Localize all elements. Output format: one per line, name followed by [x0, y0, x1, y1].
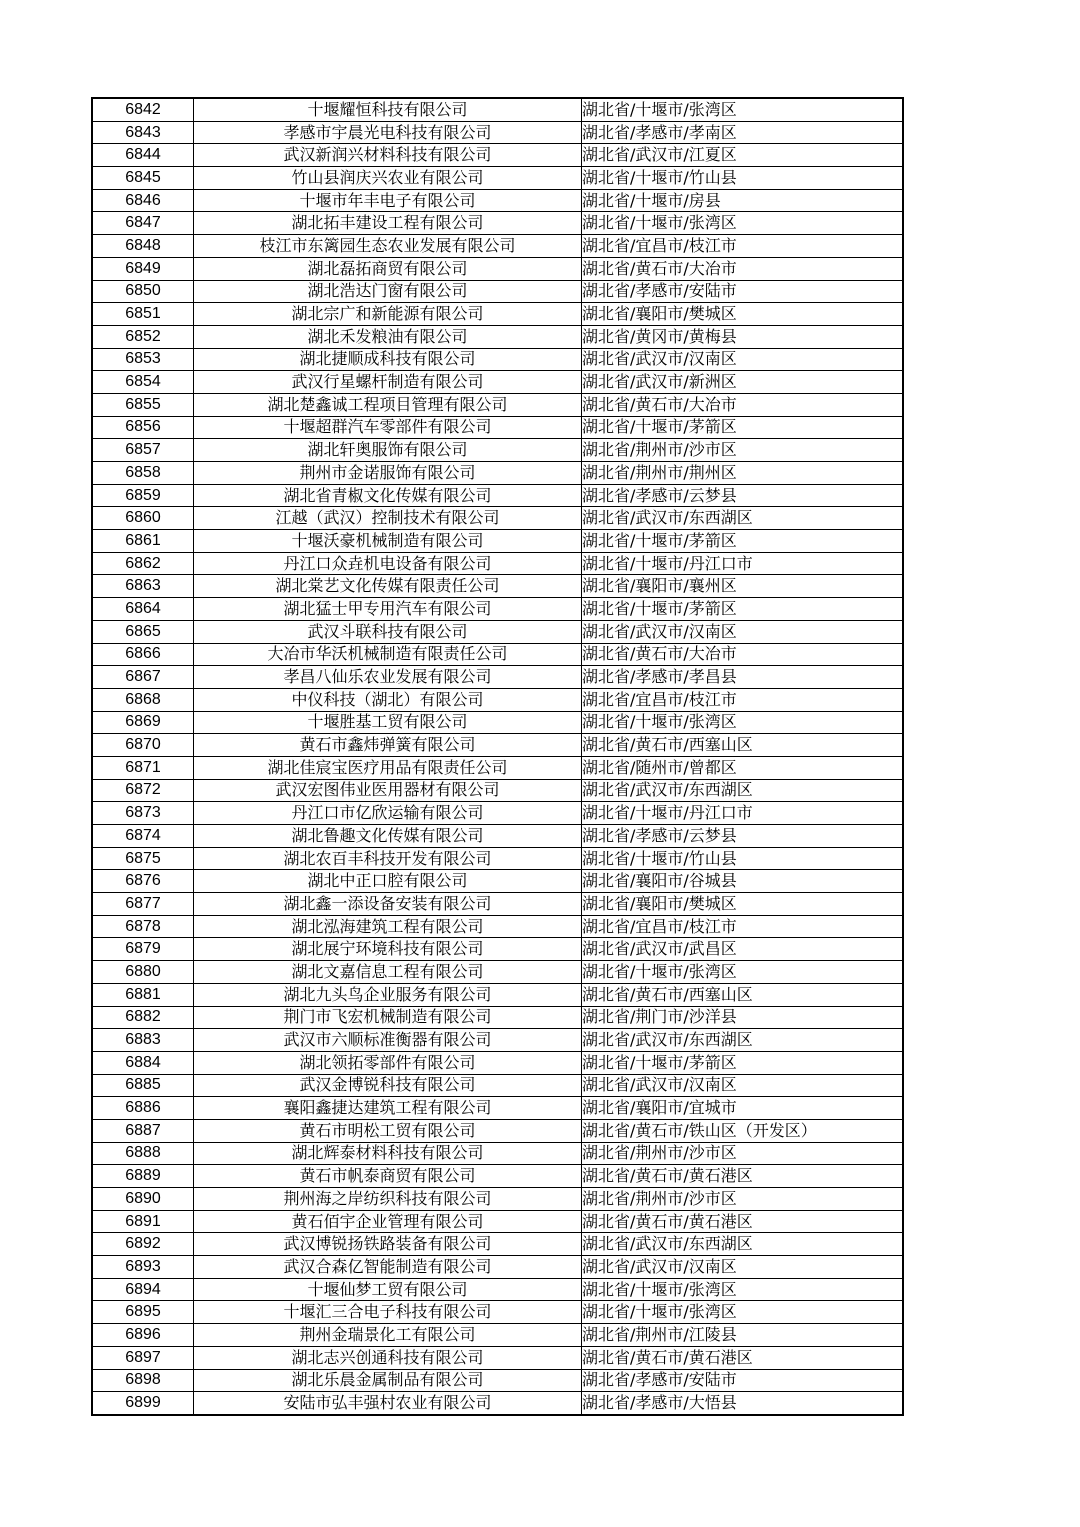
location-cell: 湖北省/孝感市/安陆市	[582, 280, 904, 303]
location-cell: 湖北省/武汉市/东西湖区	[582, 1233, 904, 1256]
location-cell: 湖北省/孝感市/云梦县	[582, 484, 904, 507]
location-cell: 湖北省/武汉市/东西湖区	[582, 779, 904, 802]
row-number-cell: 6888	[92, 1142, 194, 1165]
row-number-cell: 6884	[92, 1051, 194, 1074]
row-number-cell: 6866	[92, 643, 194, 666]
table-row	[92, 462, 903, 485]
company-name-cell: 荆州金瑞景化工有限公司	[194, 1324, 582, 1347]
company-name-cell: 武汉金博锐科技有限公司	[194, 1074, 582, 1097]
row-number-cell: 6856	[92, 416, 194, 439]
company-name-cell: 荆州海之岸纺织科技有限公司	[194, 1188, 582, 1211]
location-cell: 湖北省/十堰市/张湾区	[582, 98, 904, 121]
row-number-cell: 6855	[92, 393, 194, 416]
table-row	[92, 1278, 903, 1301]
table-row	[92, 212, 903, 235]
location-cell: 湖北省/黄石市/西塞山区	[582, 734, 904, 757]
location-cell: 湖北省/襄阳市/樊城区	[582, 893, 904, 916]
company-name-cell: 中仪科技（湖北）有限公司	[194, 688, 582, 711]
company-name-cell: 武汉行星螺杆制造有限公司	[194, 371, 582, 394]
location-cell: 湖北省/武汉市/汉南区	[582, 1256, 904, 1279]
location-cell: 湖北省/宜昌市/枝江市	[582, 915, 904, 938]
table-row	[92, 1029, 903, 1052]
row-number-cell: 6880	[92, 961, 194, 984]
table-row	[92, 393, 903, 416]
company-name-cell: 武汉新润兴材料科技有限公司	[194, 144, 582, 167]
location-cell: 湖北省/黄石市/大冶市	[582, 257, 904, 280]
table-row	[92, 688, 903, 711]
table-row	[92, 507, 903, 530]
company-name-cell: 湖北猛士甲专用汽车有限公司	[194, 598, 582, 621]
location-cell: 湖北省/十堰市/茅箭区	[582, 416, 904, 439]
table-row	[92, 303, 903, 326]
location-cell: 湖北省/孝感市/安陆市	[582, 1369, 904, 1392]
row-number-cell: 6846	[92, 189, 194, 212]
table-row	[92, 1392, 903, 1415]
table-row	[92, 1051, 903, 1074]
table-row	[92, 779, 903, 802]
row-number-cell: 6872	[92, 779, 194, 802]
location-cell: 湖北省/黄石市/大冶市	[582, 393, 904, 416]
company-name-cell: 枝江市东篱园生态农业发展有限公司	[194, 235, 582, 258]
location-cell: 湖北省/荆州市/沙市区	[582, 1188, 904, 1211]
company-name-cell: 黄石市鑫炜弹簧有限公司	[194, 734, 582, 757]
company-name-cell: 十堰沃豪机械制造有限公司	[194, 530, 582, 553]
location-cell: 湖北省/孝感市/孝昌县	[582, 666, 904, 689]
company-name-cell: 十堰超群汽车零部件有限公司	[194, 416, 582, 439]
company-name-cell: 湖北九头鸟企业服务有限公司	[194, 983, 582, 1006]
location-cell: 湖北省/荆州市/江陵县	[582, 1324, 904, 1347]
location-cell: 湖北省/十堰市/张湾区	[582, 1278, 904, 1301]
row-number-cell: 6893	[92, 1256, 194, 1279]
table-row	[92, 983, 903, 1006]
location-cell: 湖北省/十堰市/竹山县	[582, 847, 904, 870]
row-number-cell: 6842	[92, 98, 194, 121]
company-name-cell: 湖北轩奥服饰有限公司	[194, 439, 582, 462]
row-number-cell: 6891	[92, 1210, 194, 1233]
company-name-cell: 湖北楚鑫诚工程项目管理有限公司	[194, 393, 582, 416]
location-cell: 湖北省/荆州市/荆州区	[582, 462, 904, 485]
location-cell: 湖北省/黄石市/大冶市	[582, 643, 904, 666]
row-number-cell: 6851	[92, 303, 194, 326]
table-row	[92, 1074, 903, 1097]
row-number-cell: 6843	[92, 121, 194, 144]
company-name-cell: 湖北磊拓商贸有限公司	[194, 257, 582, 280]
company-name-cell: 荆门市飞宏机械制造有限公司	[194, 1006, 582, 1029]
company-name-cell: 武汉市六顺标准衡器有限公司	[194, 1029, 582, 1052]
row-number-cell: 6853	[92, 348, 194, 371]
company-name-cell: 丹江口众垚机电设备有限公司	[194, 552, 582, 575]
row-number-cell: 6889	[92, 1165, 194, 1188]
company-name-cell: 黄石佰宇企业管理有限公司	[194, 1210, 582, 1233]
company-name-cell: 湖北领拓零部件有限公司	[194, 1051, 582, 1074]
row-number-cell: 6844	[92, 144, 194, 167]
company-name-cell: 武汉博锐扬铁路装备有限公司	[194, 1233, 582, 1256]
row-number-cell: 6890	[92, 1188, 194, 1211]
table-row	[92, 530, 903, 553]
row-number-cell: 6868	[92, 688, 194, 711]
company-name-cell: 湖北鲁趣文化传媒有限公司	[194, 825, 582, 848]
table-row	[92, 1301, 903, 1324]
company-name-cell: 湖北乐晨金属制品有限公司	[194, 1369, 582, 1392]
company-table	[91, 97, 904, 1416]
company-name-cell: 湖北宗广和新能源有限公司	[194, 303, 582, 326]
location-cell: 湖北省/十堰市/茅箭区	[582, 598, 904, 621]
company-name-cell: 江越（武汉）控制技术有限公司	[194, 507, 582, 530]
row-number-cell: 6886	[92, 1097, 194, 1120]
company-name-cell: 湖北捷顺成科技有限公司	[194, 348, 582, 371]
company-name-cell: 十堰胜基工贸有限公司	[194, 711, 582, 734]
table-row	[92, 870, 903, 893]
table-row	[92, 1165, 903, 1188]
location-cell: 湖北省/黄石市/西塞山区	[582, 983, 904, 1006]
location-cell: 湖北省/襄阳市/宜城市	[582, 1097, 904, 1120]
row-number-cell: 6878	[92, 915, 194, 938]
company-name-cell: 黄石市明松工贸有限公司	[194, 1119, 582, 1142]
location-cell: 湖北省/宜昌市/枝江市	[582, 235, 904, 258]
row-number-cell: 6885	[92, 1074, 194, 1097]
company-name-cell: 湖北浩达门窗有限公司	[194, 280, 582, 303]
row-number-cell: 6864	[92, 598, 194, 621]
location-cell: 湖北省/武汉市/新洲区	[582, 371, 904, 394]
row-number-cell: 6869	[92, 711, 194, 734]
table-row	[92, 257, 903, 280]
table-row	[92, 938, 903, 961]
table-row	[92, 189, 903, 212]
table-row	[92, 893, 903, 916]
company-name-cell: 湖北拓丰建设工程有限公司	[194, 212, 582, 235]
location-cell: 湖北省/武汉市/汉南区	[582, 1074, 904, 1097]
row-number-cell: 6898	[92, 1369, 194, 1392]
location-cell: 湖北省/十堰市/丹江口市	[582, 802, 904, 825]
table-row	[92, 1210, 903, 1233]
table-row	[92, 575, 903, 598]
row-number-cell: 6894	[92, 1278, 194, 1301]
row-number-cell: 6861	[92, 530, 194, 553]
table-row	[92, 643, 903, 666]
company-name-cell: 丹江口市亿欣运输有限公司	[194, 802, 582, 825]
location-cell: 湖北省/武汉市/汉南区	[582, 620, 904, 643]
row-number-cell: 6899	[92, 1392, 194, 1415]
location-cell: 湖北省/十堰市/张湾区	[582, 961, 904, 984]
row-number-cell: 6876	[92, 870, 194, 893]
table-row	[92, 235, 903, 258]
table-row	[92, 1188, 903, 1211]
location-cell: 湖北省/十堰市/房县	[582, 189, 904, 212]
row-number-cell: 6877	[92, 893, 194, 916]
company-name-cell: 黄石市帆泰商贸有限公司	[194, 1165, 582, 1188]
location-cell: 湖北省/十堰市/丹江口市	[582, 552, 904, 575]
location-cell: 湖北省/黄冈市/黄梅县	[582, 325, 904, 348]
table-row	[92, 371, 903, 394]
table-row	[92, 734, 903, 757]
company-name-cell: 十堰汇三合电子科技有限公司	[194, 1301, 582, 1324]
row-number-cell: 6895	[92, 1301, 194, 1324]
location-cell: 湖北省/十堰市/张湾区	[582, 212, 904, 235]
company-name-cell: 荆州市金诺服饰有限公司	[194, 462, 582, 485]
company-name-cell: 湖北省青椒文化传媒有限公司	[194, 484, 582, 507]
location-cell: 湖北省/十堰市/茅箭区	[582, 530, 904, 553]
row-number-cell: 6859	[92, 484, 194, 507]
company-name-cell: 湖北辉泰材料科技有限公司	[194, 1142, 582, 1165]
row-number-cell: 6883	[92, 1029, 194, 1052]
row-number-cell: 6860	[92, 507, 194, 530]
table-row	[92, 1119, 903, 1142]
row-number-cell: 6854	[92, 371, 194, 394]
location-cell: 湖北省/孝感市/云梦县	[582, 825, 904, 848]
table-row	[92, 1256, 903, 1279]
location-cell: 湖北省/十堰市/张湾区	[582, 711, 904, 734]
company-name-cell: 襄阳鑫捷达建筑工程有限公司	[194, 1097, 582, 1120]
location-cell: 湖北省/武汉市/武昌区	[582, 938, 904, 961]
table-row	[92, 598, 903, 621]
company-name-cell: 湖北佳宸宝医疗用品有限责任公司	[194, 756, 582, 779]
row-number-cell: 6852	[92, 325, 194, 348]
location-cell: 湖北省/黄石市/黄石港区	[582, 1210, 904, 1233]
location-cell: 湖北省/荆州市/沙市区	[582, 1142, 904, 1165]
row-number-cell: 6887	[92, 1119, 194, 1142]
row-number-cell: 6858	[92, 462, 194, 485]
row-number-cell: 6897	[92, 1346, 194, 1369]
company-name-cell: 竹山县润庆兴农业有限公司	[194, 167, 582, 190]
location-cell: 湖北省/黄石市/黄石港区	[582, 1346, 904, 1369]
location-cell: 湖北省/襄阳市/谷城县	[582, 870, 904, 893]
location-cell: 湖北省/宜昌市/枝江市	[582, 688, 904, 711]
row-number-cell: 6845	[92, 167, 194, 190]
company-name-cell: 湖北志兴创通科技有限公司	[194, 1346, 582, 1369]
row-number-cell: 6896	[92, 1324, 194, 1347]
location-cell: 湖北省/荆州市/沙市区	[582, 439, 904, 462]
location-cell: 湖北省/孝感市/大悟县	[582, 1392, 904, 1415]
row-number-cell: 6862	[92, 552, 194, 575]
company-name-cell: 孝感市宇晨光电科技有限公司	[194, 121, 582, 144]
table-row	[92, 825, 903, 848]
row-number-cell: 6879	[92, 938, 194, 961]
company-name-cell: 十堰耀恒科技有限公司	[194, 98, 582, 121]
table-row	[92, 325, 903, 348]
row-number-cell: 6865	[92, 620, 194, 643]
company-name-cell: 十堰仙梦工贸有限公司	[194, 1278, 582, 1301]
location-cell: 湖北省/武汉市/江夏区	[582, 144, 904, 167]
table-body	[92, 98, 903, 1415]
company-name-cell: 湖北禾发粮油有限公司	[194, 325, 582, 348]
table-row	[92, 1097, 903, 1120]
table-row	[92, 666, 903, 689]
table-row	[92, 711, 903, 734]
table-row	[92, 802, 903, 825]
location-cell: 湖北省/襄阳市/樊城区	[582, 303, 904, 326]
table-row	[92, 484, 903, 507]
location-cell: 湖北省/武汉市/汉南区	[582, 348, 904, 371]
row-number-cell: 6875	[92, 847, 194, 870]
company-name-cell: 孝昌八仙乐农业发展有限公司	[194, 666, 582, 689]
row-number-cell: 6867	[92, 666, 194, 689]
row-number-cell: 6870	[92, 734, 194, 757]
row-number-cell: 6871	[92, 756, 194, 779]
company-name-cell: 湖北中正口腔有限公司	[194, 870, 582, 893]
table-row	[92, 280, 903, 303]
row-number-cell: 6873	[92, 802, 194, 825]
table-row	[92, 961, 903, 984]
company-name-cell: 武汉合森亿智能制造有限公司	[194, 1256, 582, 1279]
row-number-cell: 6847	[92, 212, 194, 235]
company-name-cell: 湖北泓海建筑工程有限公司	[194, 915, 582, 938]
table-row	[92, 1233, 903, 1256]
table-row	[92, 1142, 903, 1165]
table-row	[92, 620, 903, 643]
location-cell: 湖北省/孝感市/孝南区	[582, 121, 904, 144]
location-cell: 湖北省/武汉市/东西湖区	[582, 507, 904, 530]
table-row	[92, 1324, 903, 1347]
location-cell: 湖北省/黄石市/黄石港区	[582, 1165, 904, 1188]
table-row	[92, 144, 903, 167]
company-name-cell: 安陆市弘丰强村农业有限公司	[194, 1392, 582, 1415]
location-cell: 湖北省/武汉市/东西湖区	[582, 1029, 904, 1052]
company-name-cell: 十堰市年丰电子有限公司	[194, 189, 582, 212]
company-name-cell: 湖北鑫一添设备安装有限公司	[194, 893, 582, 916]
company-name-cell: 湖北文嘉信息工程有限公司	[194, 961, 582, 984]
row-number-cell: 6892	[92, 1233, 194, 1256]
company-name-cell: 武汉宏图伟业医用器材有限公司	[194, 779, 582, 802]
row-number-cell: 6849	[92, 257, 194, 280]
table-row	[92, 1346, 903, 1369]
table-row	[92, 439, 903, 462]
table-row	[92, 915, 903, 938]
table-row	[92, 756, 903, 779]
row-number-cell: 6848	[92, 235, 194, 258]
table-row	[92, 847, 903, 870]
row-number-cell: 6882	[92, 1006, 194, 1029]
company-name-cell: 湖北展宁环境科技有限公司	[194, 938, 582, 961]
table-row	[92, 121, 903, 144]
location-cell: 湖北省/襄阳市/襄州区	[582, 575, 904, 598]
location-cell: 湖北省/十堰市/竹山县	[582, 167, 904, 190]
company-name-cell: 武汉斗联科技有限公司	[194, 620, 582, 643]
company-name-cell: 大冶市华沃机械制造有限责任公司	[194, 643, 582, 666]
company-name-cell: 湖北棠艺文化传媒有限责任公司	[194, 575, 582, 598]
row-number-cell: 6857	[92, 439, 194, 462]
table-row	[92, 167, 903, 190]
location-cell: 湖北省/十堰市/张湾区	[582, 1301, 904, 1324]
table-row	[92, 416, 903, 439]
table-row	[92, 98, 903, 121]
row-number-cell: 6874	[92, 825, 194, 848]
row-number-cell: 6863	[92, 575, 194, 598]
table-row	[92, 1369, 903, 1392]
location-cell: 湖北省/十堰市/茅箭区	[582, 1051, 904, 1074]
location-cell: 湖北省/黄石市/铁山区（开发区）	[582, 1119, 904, 1142]
table-row	[92, 348, 903, 371]
row-number-cell: 6850	[92, 280, 194, 303]
company-name-cell: 湖北农百丰科技开发有限公司	[194, 847, 582, 870]
table-row	[92, 552, 903, 575]
row-number-cell: 6881	[92, 983, 194, 1006]
table-row	[92, 1006, 903, 1029]
location-cell: 湖北省/荆门市/沙洋县	[582, 1006, 904, 1029]
location-cell: 湖北省/随州市/曾都区	[582, 756, 904, 779]
